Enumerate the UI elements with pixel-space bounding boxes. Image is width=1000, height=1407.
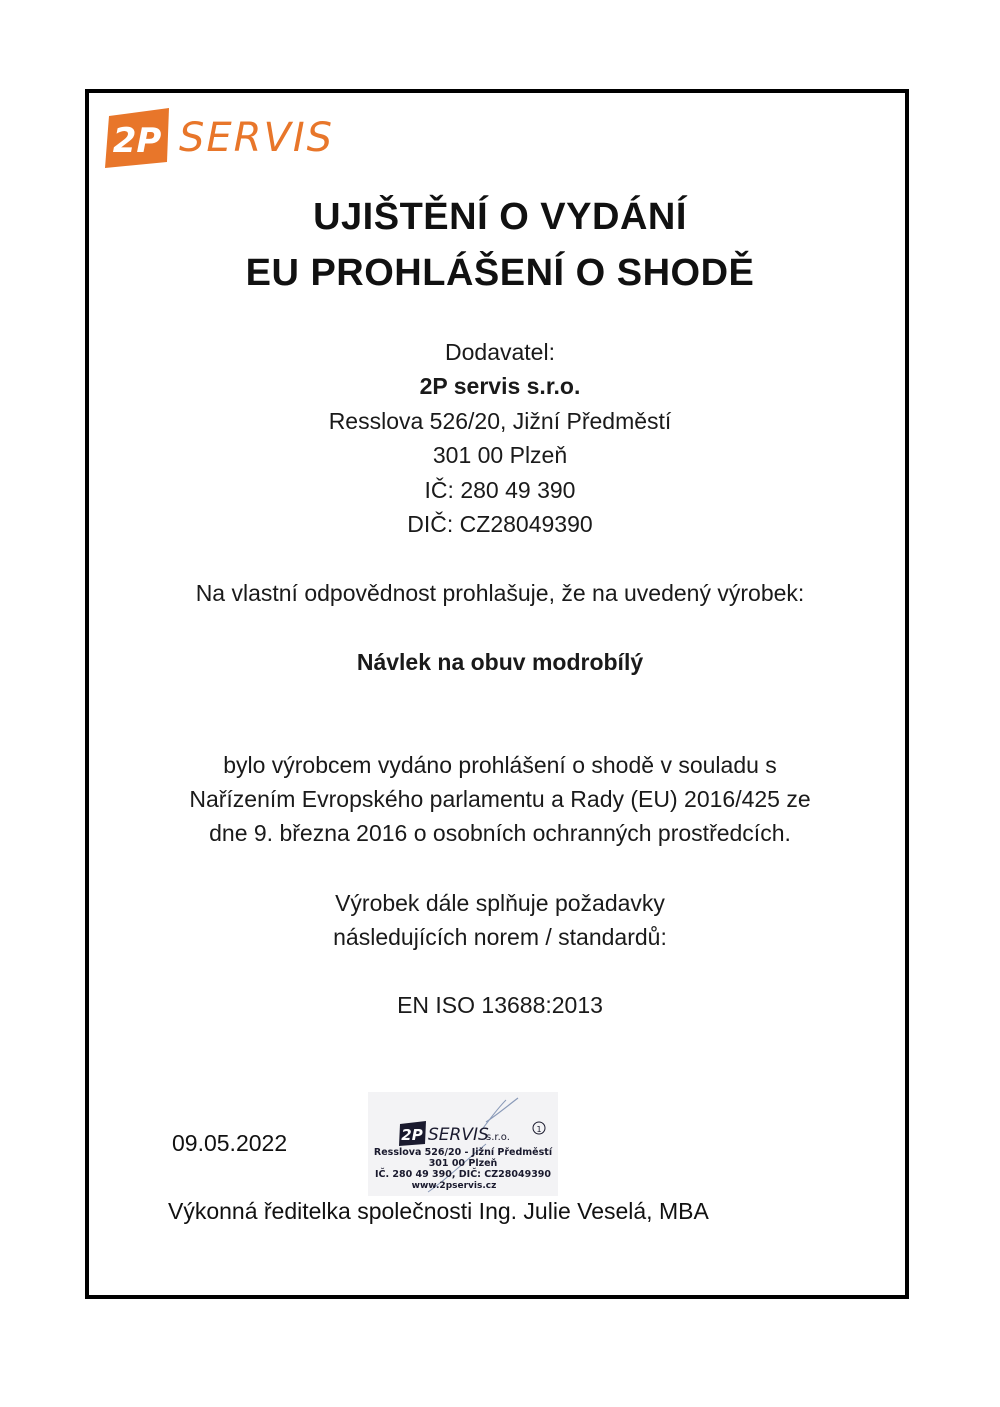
svg-text:1: 1 [536, 1125, 542, 1134]
supplier-company: 2P servis s.r.o. [419, 373, 581, 399]
company-logo [105, 108, 334, 168]
supplier-ic: IČ: 280 49 390 [424, 477, 576, 503]
svg-text:Resslova 526/20 - Jižní Předmě: Resslova 526/20 - Jižní Předměstí [373, 1147, 553, 1158]
supplier-city: 301 00 Plzeň [432, 442, 568, 468]
svg-text:s.r.o.: s.r.o. [486, 1132, 510, 1143]
svg-text:301 00 Plzeň: 301 00 Plzeň [428, 1158, 498, 1169]
regulation-line2: Nařízením Evropského parlamentu a Rady (EU) 2016/425 ze [189, 786, 811, 812]
declaration-text: Na vlastní odpovědnost prohlašuje, že na uvedený výrobek: [195, 580, 805, 606]
logo-name: SERVIS [179, 115, 335, 161]
page-title-line1: UJIŠTĚNÍ O VYDÁNÍ [313, 196, 687, 238]
logo-badge [105, 108, 173, 168]
standards-line2: následujících norem / standardů: [333, 924, 667, 950]
svg-text:www.2pservis.cz: www.2pservis.cz [411, 1181, 497, 1191]
svg-text:SERVIS: SERVIS [428, 1125, 489, 1145]
svg-text:2P: 2P [112, 121, 162, 161]
company-stamp [368, 1092, 558, 1196]
svg-text:IČ. 280 49 390, DIČ: CZ2804939: IČ. 280 49 390, DIČ: CZ28049390 [374, 1169, 552, 1180]
issue-date: 09.05.2022 [172, 1130, 288, 1156]
stamp-graphic [368, 1092, 558, 1196]
svg-text:2P: 2P [401, 1126, 423, 1144]
standard-value: EN ISO 13688:2013 [397, 992, 603, 1018]
supplier-label: Dodavatel: [445, 339, 555, 365]
supplier-street: Resslova 526/20, Jižní Předměstí [328, 408, 672, 434]
supplier-dic: DIČ: CZ28049390 [407, 511, 593, 537]
page-title-line2: EU PROHLÁŠENÍ O SHODĚ [245, 252, 755, 294]
regulation-line3: dne 9. března 2016 o osobních ochranných prostředcích. [209, 820, 791, 846]
regulation-line1: bylo výrobcem vydáno prohlášení o shodě v souladu s [223, 752, 777, 778]
standards-line1: Výrobek dále splňuje požadavky [335, 890, 665, 916]
signatory-line: Výkonná ředitelka společnosti Ing. Julie Veselá, MBA [168, 1198, 709, 1224]
product-name: Návlek na obuv modrobílý [356, 649, 644, 675]
